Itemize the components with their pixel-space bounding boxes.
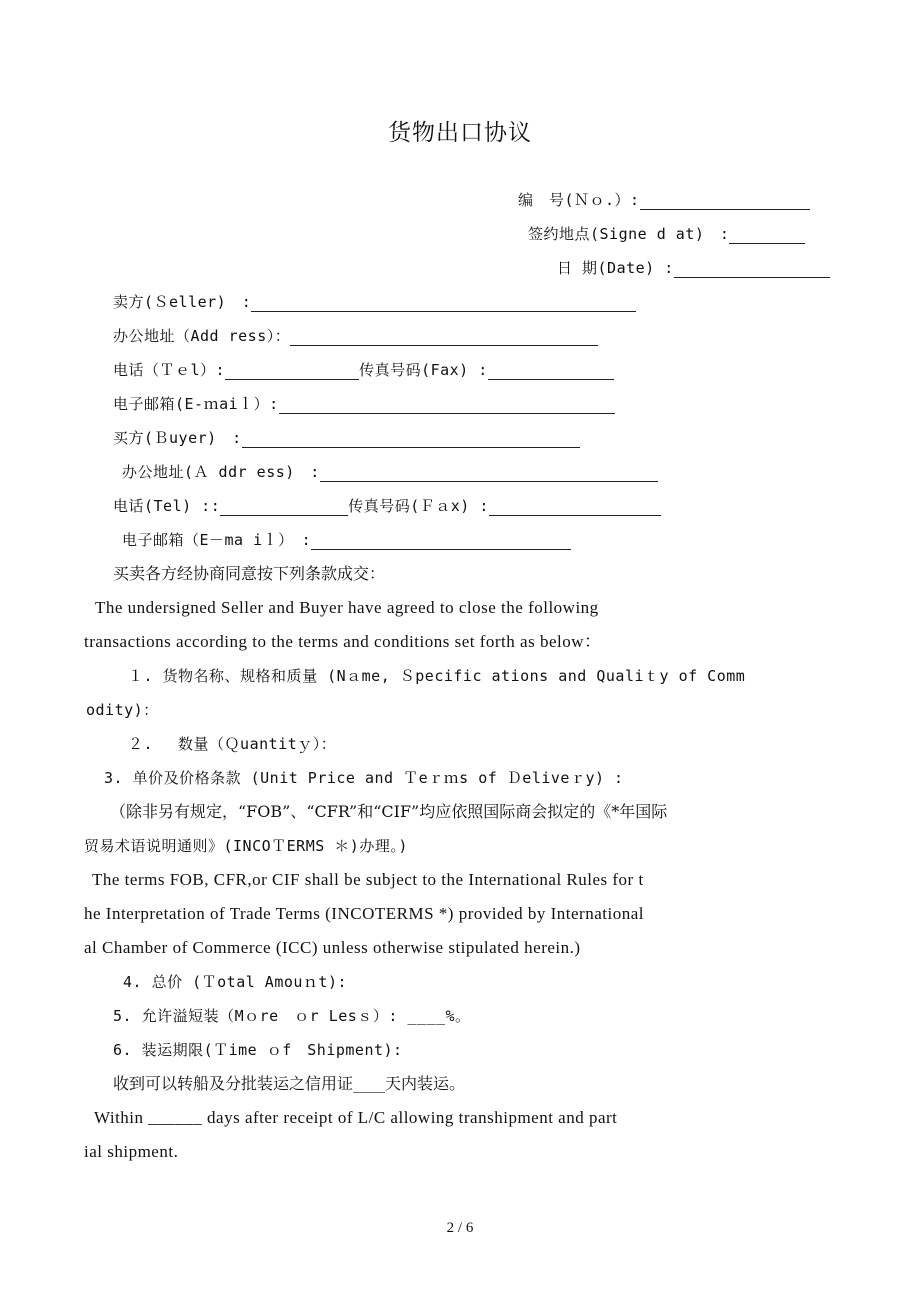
clause-4-heading: 4. 总价 (Ｔotal Amouｎt): [123, 973, 348, 991]
date-field [557, 258, 830, 278]
clause-6-detail-cn: 收到可以转船及分批装运之信用证____天内装运。 [113, 1074, 466, 1093]
signed-at-blank[interactable] [729, 227, 805, 244]
buyer-tel-blank[interactable] [220, 499, 348, 516]
clause-5-heading: 5. 允许溢短装（Mｏre ｏr Lesｓ）: ____%。 [113, 1007, 471, 1025]
agreement-statement-en-line2: transactions according to the terms and conditions set forth as below： [84, 632, 602, 651]
clause-3-note-en-line3: al Chamber of Commerce (ICC) unless otherwise stipulated herein.) [84, 938, 581, 957]
clause-2-heading: ２. 数量（Ｑuantitｙ）： [128, 735, 337, 753]
signed-at-label: 签约地点(Signe d at) : [528, 225, 730, 243]
clause-3-heading: 3. 单价及价格条款 (Unit Price and Ｔeｒｍs of Ｄeliveｒy) : [104, 769, 624, 787]
seller-fax-label: 传真号码(Fax) : [359, 361, 488, 379]
clause-1-heading-cont: odity)： [86, 701, 159, 719]
seller-email-blank[interactable] [279, 397, 615, 414]
document-title: 货物出口协议 [388, 120, 532, 146]
buyer-name-field [113, 428, 580, 448]
clause-3-note-en-line2: he Interpretation of Trade Terms (INCOTERMS *) provided by International [84, 904, 644, 923]
clause-6-heading: 6. 装运期限(Ｔime ｏf Shipment): [113, 1041, 403, 1059]
seller-address-label: 办公地址（Add ress）： [113, 327, 291, 345]
clause-3-note-cn-line2: 贸易术语说明通则》(INCOＴERMS ＊)办理。) [84, 837, 408, 855]
seller-email-field [113, 394, 615, 414]
buyer-name-label: 买方(Ｂuyer) : [113, 429, 242, 447]
clause-6-detail-en-line1: Within ______ days after receipt of L/C allowing transhipment and part [94, 1108, 618, 1127]
buyer-address-field [122, 462, 658, 482]
date-label: 日 期(Date) : [557, 259, 674, 277]
clause-1-heading: １. 货物名称、规格和质量 (Nａme, Ｓpecific ations and Qualiｔy of Comm [128, 667, 746, 685]
seller-tel-fax-field [113, 360, 614, 380]
signed-at-field [528, 224, 805, 244]
contract-number-blank[interactable] [640, 193, 810, 210]
contract-number-field [518, 190, 810, 210]
buyer-email-blank[interactable] [311, 533, 571, 550]
buyer-fax-label: 传真号码(Ｆａx) : [348, 497, 489, 515]
clause-3-note-en-line1: The terms FOB, CFR,or CIF shall be subject to the International Rules for t [92, 870, 644, 889]
agreement-statement-en-line1: The undersigned Seller and Buyer have agreed to close the following [95, 598, 599, 617]
seller-name-label: 卖方(Ｓeller) : [113, 293, 252, 311]
seller-email-label: 电子邮箱(E-ｍaiｌ）: [113, 395, 279, 413]
seller-name-blank[interactable] [251, 295, 636, 312]
buyer-address-blank[interactable] [320, 465, 658, 482]
contract-number-label: 编 号(Ｎｏ.）: [518, 191, 640, 209]
clause-6-detail-en-line2: ial shipment. [84, 1142, 179, 1161]
clause-3-note-cn-line1: （除非另有规定，“FOB”、“CFR”和“CIF”均应依照国际商会拟定的《*年国际 [110, 802, 668, 821]
date-blank[interactable] [674, 261, 830, 278]
seller-address-field [113, 326, 598, 346]
buyer-name-blank[interactable] [242, 431, 580, 448]
seller-tel-blank[interactable] [225, 363, 359, 380]
buyer-tel-label: 电话(Tel) :: [113, 497, 221, 515]
buyer-email-label: 电子邮箱（E－ma iｌ） : [122, 531, 312, 549]
buyer-email-field [122, 530, 571, 550]
seller-tel-label: 电话（Ｔｅl）: [113, 361, 226, 379]
buyer-tel-fax-field [113, 496, 661, 516]
buyer-address-label: 办公地址(Ａ ddr ess) : [122, 463, 320, 481]
seller-fax-blank[interactable] [488, 363, 614, 380]
seller-address-blank[interactable] [290, 329, 598, 346]
seller-name-field [113, 292, 636, 312]
agreement-statement-cn: 买卖各方经协商同意按下列条款成交： [113, 564, 386, 583]
page-number: 2 / 6 [446, 1220, 474, 1236]
buyer-fax-blank[interactable] [489, 499, 661, 516]
